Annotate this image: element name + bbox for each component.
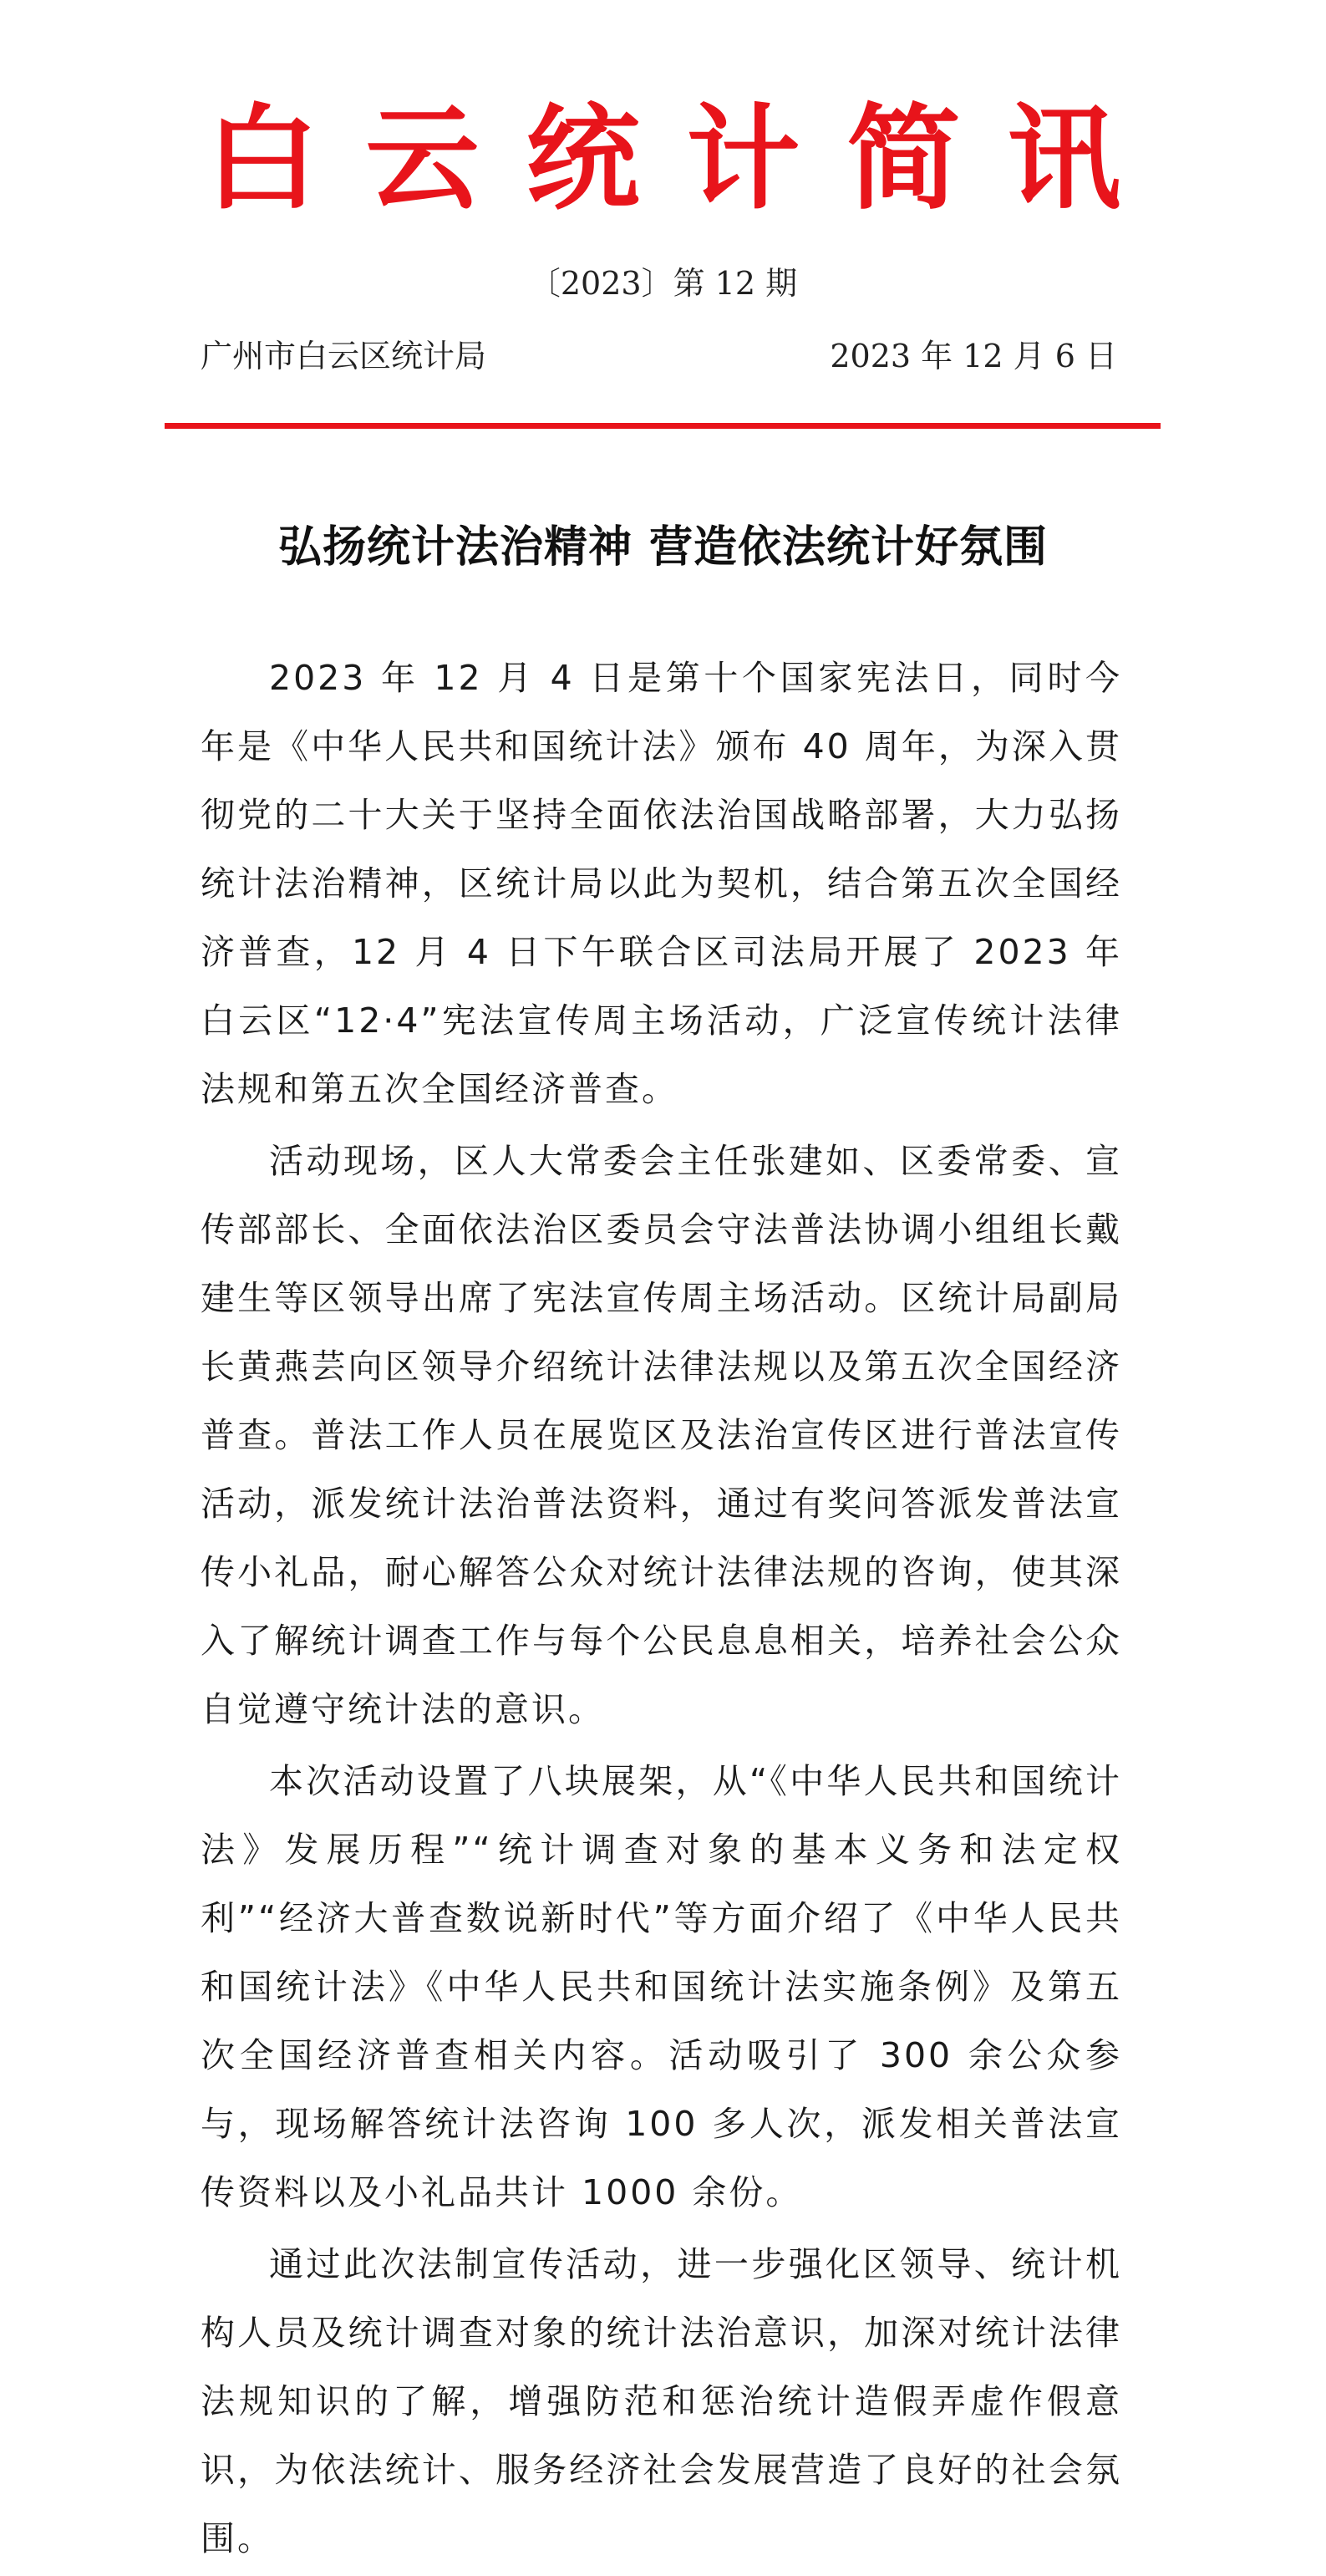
publication-date: 2023 年 12 月 6 日 xyxy=(830,338,1117,374)
masthead-title: 白云统计简讯 xyxy=(205,92,1168,226)
article-title-part1: 弘扬统计法治精神 xyxy=(277,522,633,573)
red-divider xyxy=(165,423,1161,429)
issuer-name: 广州市白云区统计局 xyxy=(201,338,487,374)
article-title xyxy=(0,512,1326,574)
paragraph-2: 活动现场，区人大常委会主任张建如、区委常委、宣传部部长、全面依法治区委员会守法普法协调小组组长戴建生等区领导出席了宪法宣传周主场活动。区统计局副局长黄燕芸向区领导介绍统计法律法规以及第五次全国经济普查。普法工作人员在展览区及法治宣传区进行普法宣传活动，派发统计法治普法资料，通过有奖问答派发普法宣传小礼品，耐心解答公众对统计法律法规的咨询，使其深入了解统计调查工作与每个公民息息相关，培养社会公众自觉遵守统计法的意识。 xyxy=(201,1141,1122,1729)
issue-number: 〔2023〕第 12 期 xyxy=(528,265,798,302)
paragraph-4: 通过此次法制宣传活动，进一步强化区领导、统计机构人员及统计调查对象的统计法治意识，加深对统计法律法规知识的了解，增强防范和惩治统计造假弄虚作假意识，为依法统计、服务经济社会发展营造了良好的社会氛围。 xyxy=(201,2244,1122,2558)
paragraph-1: 2023 年 12 月 4 日是第十个国家宪法日，同时今年是《中华人民共和国统计法》颁布 40 周年，为深入贯彻党的二十大关于坚持全面依法治国战略部署，大力弘扬统计法治精神，区统计局以此为契机，结合第五次全国经济普查，12 月 4 日下午联合区司法局开展了 2023 年白云区“12·4”宪法宣传周主场活动，广泛宣传统计法律法规和第五次全国经济普查。 xyxy=(201,658,1122,1109)
article-body xyxy=(201,644,1122,2576)
paragraph-3: 本次活动设置了八块展架，从“《中华人民共和国统计法》发展历程”“统计调查对象的基本义务和法定权利”“经济大普查数说新时代”等方面介绍了《中华人民共和国统计法》《中华人民共和国统计法实施条例》及第五次全国经济普查相关内容。活动吸引了 300 余公众参与，现场解答统计法咨询 100 多人次，派发相关普法宣传资料以及小礼品共计 1000 余份。 xyxy=(201,1761,1122,2212)
article-title-part2: 营造依法统计好氛围 xyxy=(649,522,1049,573)
